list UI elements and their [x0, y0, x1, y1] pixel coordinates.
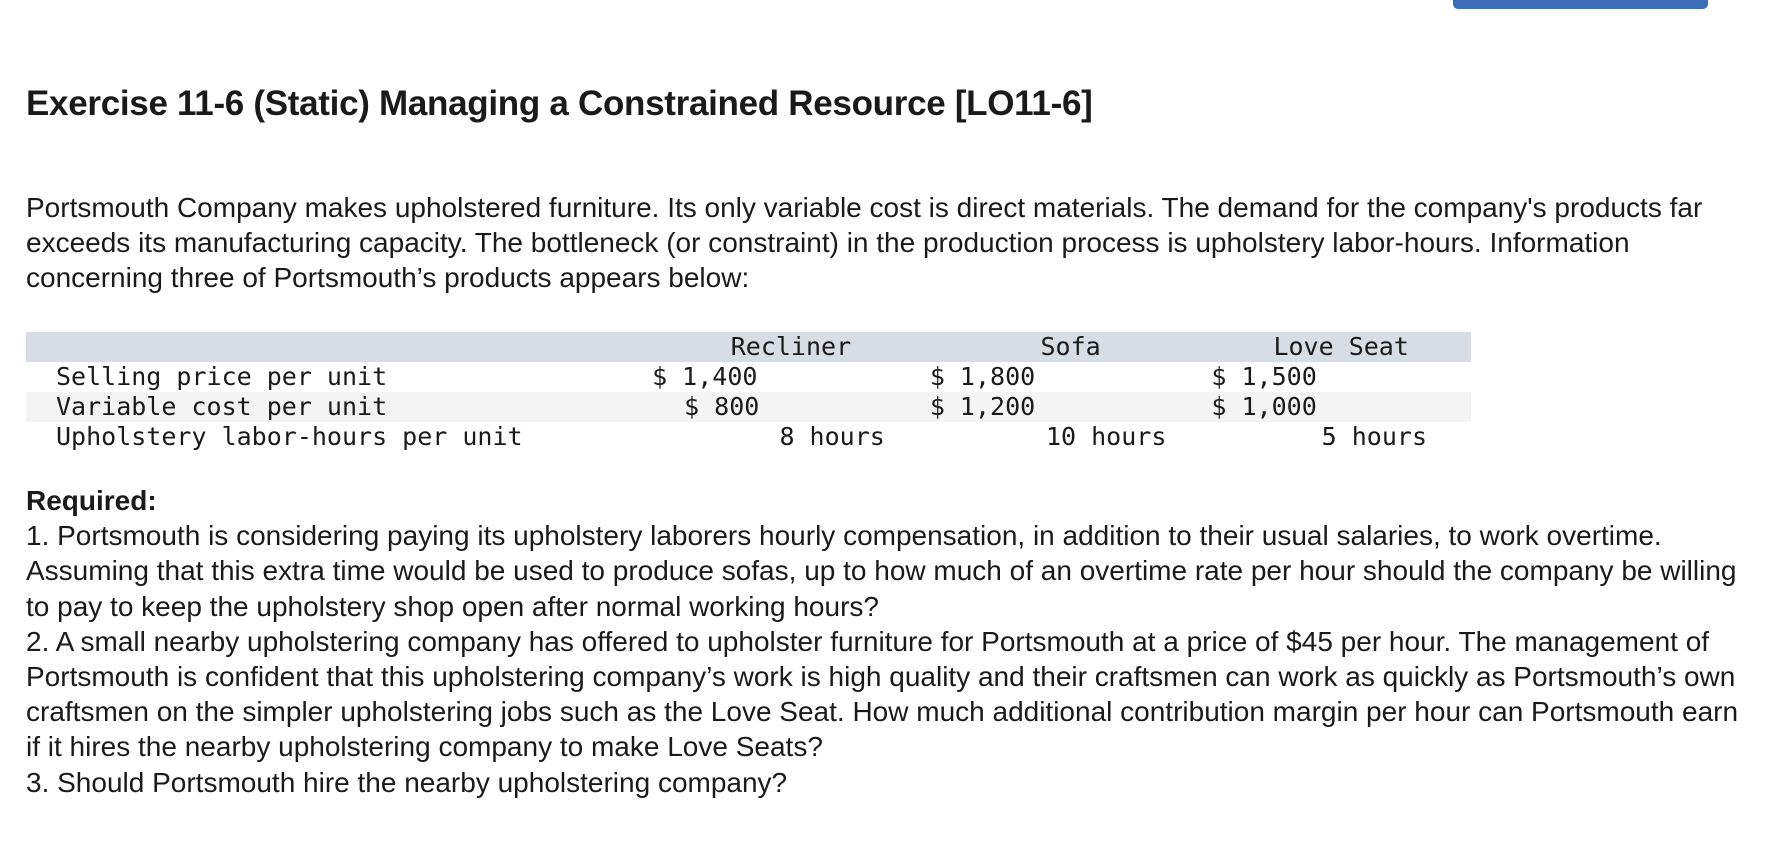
cell-love-seat-variable-cost [1211, 392, 1471, 422]
table-row [26, 362, 1471, 392]
cell-recliner-labor-hours: 8 hours [779, 422, 885, 451]
row-label-selling-price: Selling price per unit [56, 362, 388, 391]
intro-paragraph: Portsmouth Company makes upholstered furniture. Its only variable cost is direct materials. The demand for the company's products far exceeds its manufacturing capacity. The bottleneck (or constraint) in the production process is upholstery labor-hours. Information concerning three of Portsmouth’s products appears below: [26, 192, 1703, 293]
header-recliner: Recliner [730, 332, 852, 361]
table-header-row [26, 332, 1471, 362]
row-label-variable-cost: Variable cost per unit [56, 392, 388, 421]
value-text: $ 1,000 [1211, 392, 1317, 421]
table-row [26, 422, 1471, 452]
table-row [26, 392, 1471, 422]
required-section [26, 483, 1746, 800]
header-label-cell [26, 332, 652, 362]
cell-love-seat-selling-price [1211, 362, 1471, 392]
top-action-button[interactable] [1453, 0, 1708, 9]
value-text: $ 1,500 [1211, 362, 1317, 391]
cell-sofa-labor-hours: 10 hours [1045, 422, 1167, 451]
value-text: $ 1,800 [929, 362, 1036, 391]
cell-sofa-selling-price [930, 362, 1212, 392]
required-item-3: 3. Should Portsmouth hire the nearby upholstering company? [26, 766, 788, 798]
cell-recliner-variable-cost [652, 392, 930, 422]
required-item-2: 2. A small nearby upholstering company has offered to upholster furniture for Portsmouth at a price of $45 per hour. The management of Portsmouth is confident that this upholstering company’s work is high quality and their craftsmen can work as quickly as Portsmouth’s own craftsmen on the simpler upholstering jobs such as the Love Seat. How much additional contribution margin per hour can Portsmouth earn if it hires the nearby upholstering company to make Love Seats? [26, 625, 1739, 763]
value-text: $ 1,400 [652, 362, 758, 391]
required-heading: Required: [26, 485, 157, 516]
header-love-seat: Love Seat [1273, 332, 1409, 361]
cell-sofa-variable-cost [930, 392, 1212, 422]
required-item-1: 1. Portsmouth is considering paying its upholstery laborers hourly compensation, in addition to their usual salaries, to work overtime. Assuming that this extra time would be used to produce sofas, up to how much of an overtime rate per hour should the company be willing to pay to keep the upholstery shop open after normal working hours? [26, 520, 1737, 622]
header-sofa: Sofa [1040, 332, 1101, 361]
value-text: $ 1,200 [929, 392, 1036, 421]
row-label-labor-hours: Upholstery labor-hours per unit [56, 422, 523, 451]
value-text: $ 800 [684, 392, 760, 421]
cell-recliner-selling-price [652, 362, 930, 392]
cell-love-seat-labor-hours: 5 hours [1321, 422, 1427, 451]
product-data-table [26, 332, 1471, 452]
page-title: Exercise 11-6 (Static) Managing a Constrained Resource [LO11-6] [26, 84, 1093, 123]
